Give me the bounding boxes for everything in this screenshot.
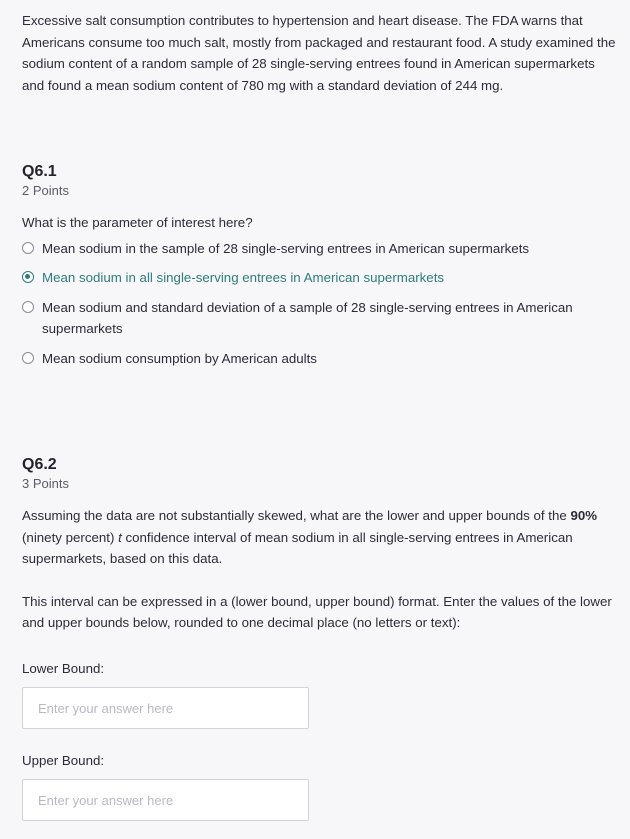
question-points: 2 Points — [22, 183, 69, 198]
question-points: 3 Points — [22, 476, 69, 491]
answer-option-1[interactable] — [22, 238, 618, 260]
lower-bound-input[interactable] — [22, 687, 309, 729]
answer-options — [22, 238, 618, 370]
prompt-text: (ninety percent) — [22, 529, 119, 545]
answer-option-label: Mean sodium consumption by American adults — [42, 350, 317, 366]
question-6-1 — [22, 162, 618, 370]
question-title: Q6.2 — [22, 456, 57, 473]
prompt-italic-text: t — [118, 529, 122, 545]
radio-button[interactable] — [22, 352, 34, 364]
question-title: Q6.1 — [22, 163, 57, 180]
lower-bound-label: Lower Bound: — [22, 661, 105, 676]
answer-option-label: Mean sodium and standard deviation of a sample of 28 single-serving entrees in American supermarkets — [42, 299, 573, 337]
radio-button[interactable] — [22, 242, 34, 254]
prompt-text: Assuming the data are not substantially skewed, what are the lower and upper bounds of the — [22, 508, 571, 523]
question-prompt — [22, 505, 618, 570]
question-6-2 — [22, 455, 618, 634]
upper-bound-input[interactable] — [22, 779, 309, 821]
answer-option-2[interactable] — [22, 267, 618, 289]
answer-option-4[interactable] — [22, 348, 618, 370]
upper-bound-label: Upper Bound: — [22, 753, 105, 768]
question-instructions: This interval can be expressed in a (lower bound, upper bound) format. Enter the values of the lower and upper bounds below, rounded to one decimal place (no letters or text): — [22, 593, 612, 631]
answer-option-3[interactable] — [22, 297, 618, 340]
answer-option-label: Mean sodium in all single-serving entrees in American supermarkets — [42, 270, 445, 286]
question-prompt: What is the parameter of interest here? — [22, 215, 253, 230]
prompt-text: confidence interval of mean sodium in all single-serving entrees in American supermarkets, based on this data. — [22, 529, 573, 567]
answer-option-label: Mean sodium in the sample of 28 single-serving entrees in American supermarkets — [42, 240, 530, 256]
radio-button-selected[interactable] — [22, 271, 34, 283]
radio-button[interactable] — [22, 301, 34, 313]
question-intro: Excessive salt consumption contributes to hypertension and heart disease. The FDA warns that Americans consume too much salt, mostly from packaged and restaurant food. A study examined the sodium content of a random sample of 28 single-serving entrees found in American supermarkets and found a mean sodium content of 780 mg with a standard deviation of 244 mg. — [22, 13, 616, 93]
prompt-bold-text: 90% — [570, 508, 598, 523]
